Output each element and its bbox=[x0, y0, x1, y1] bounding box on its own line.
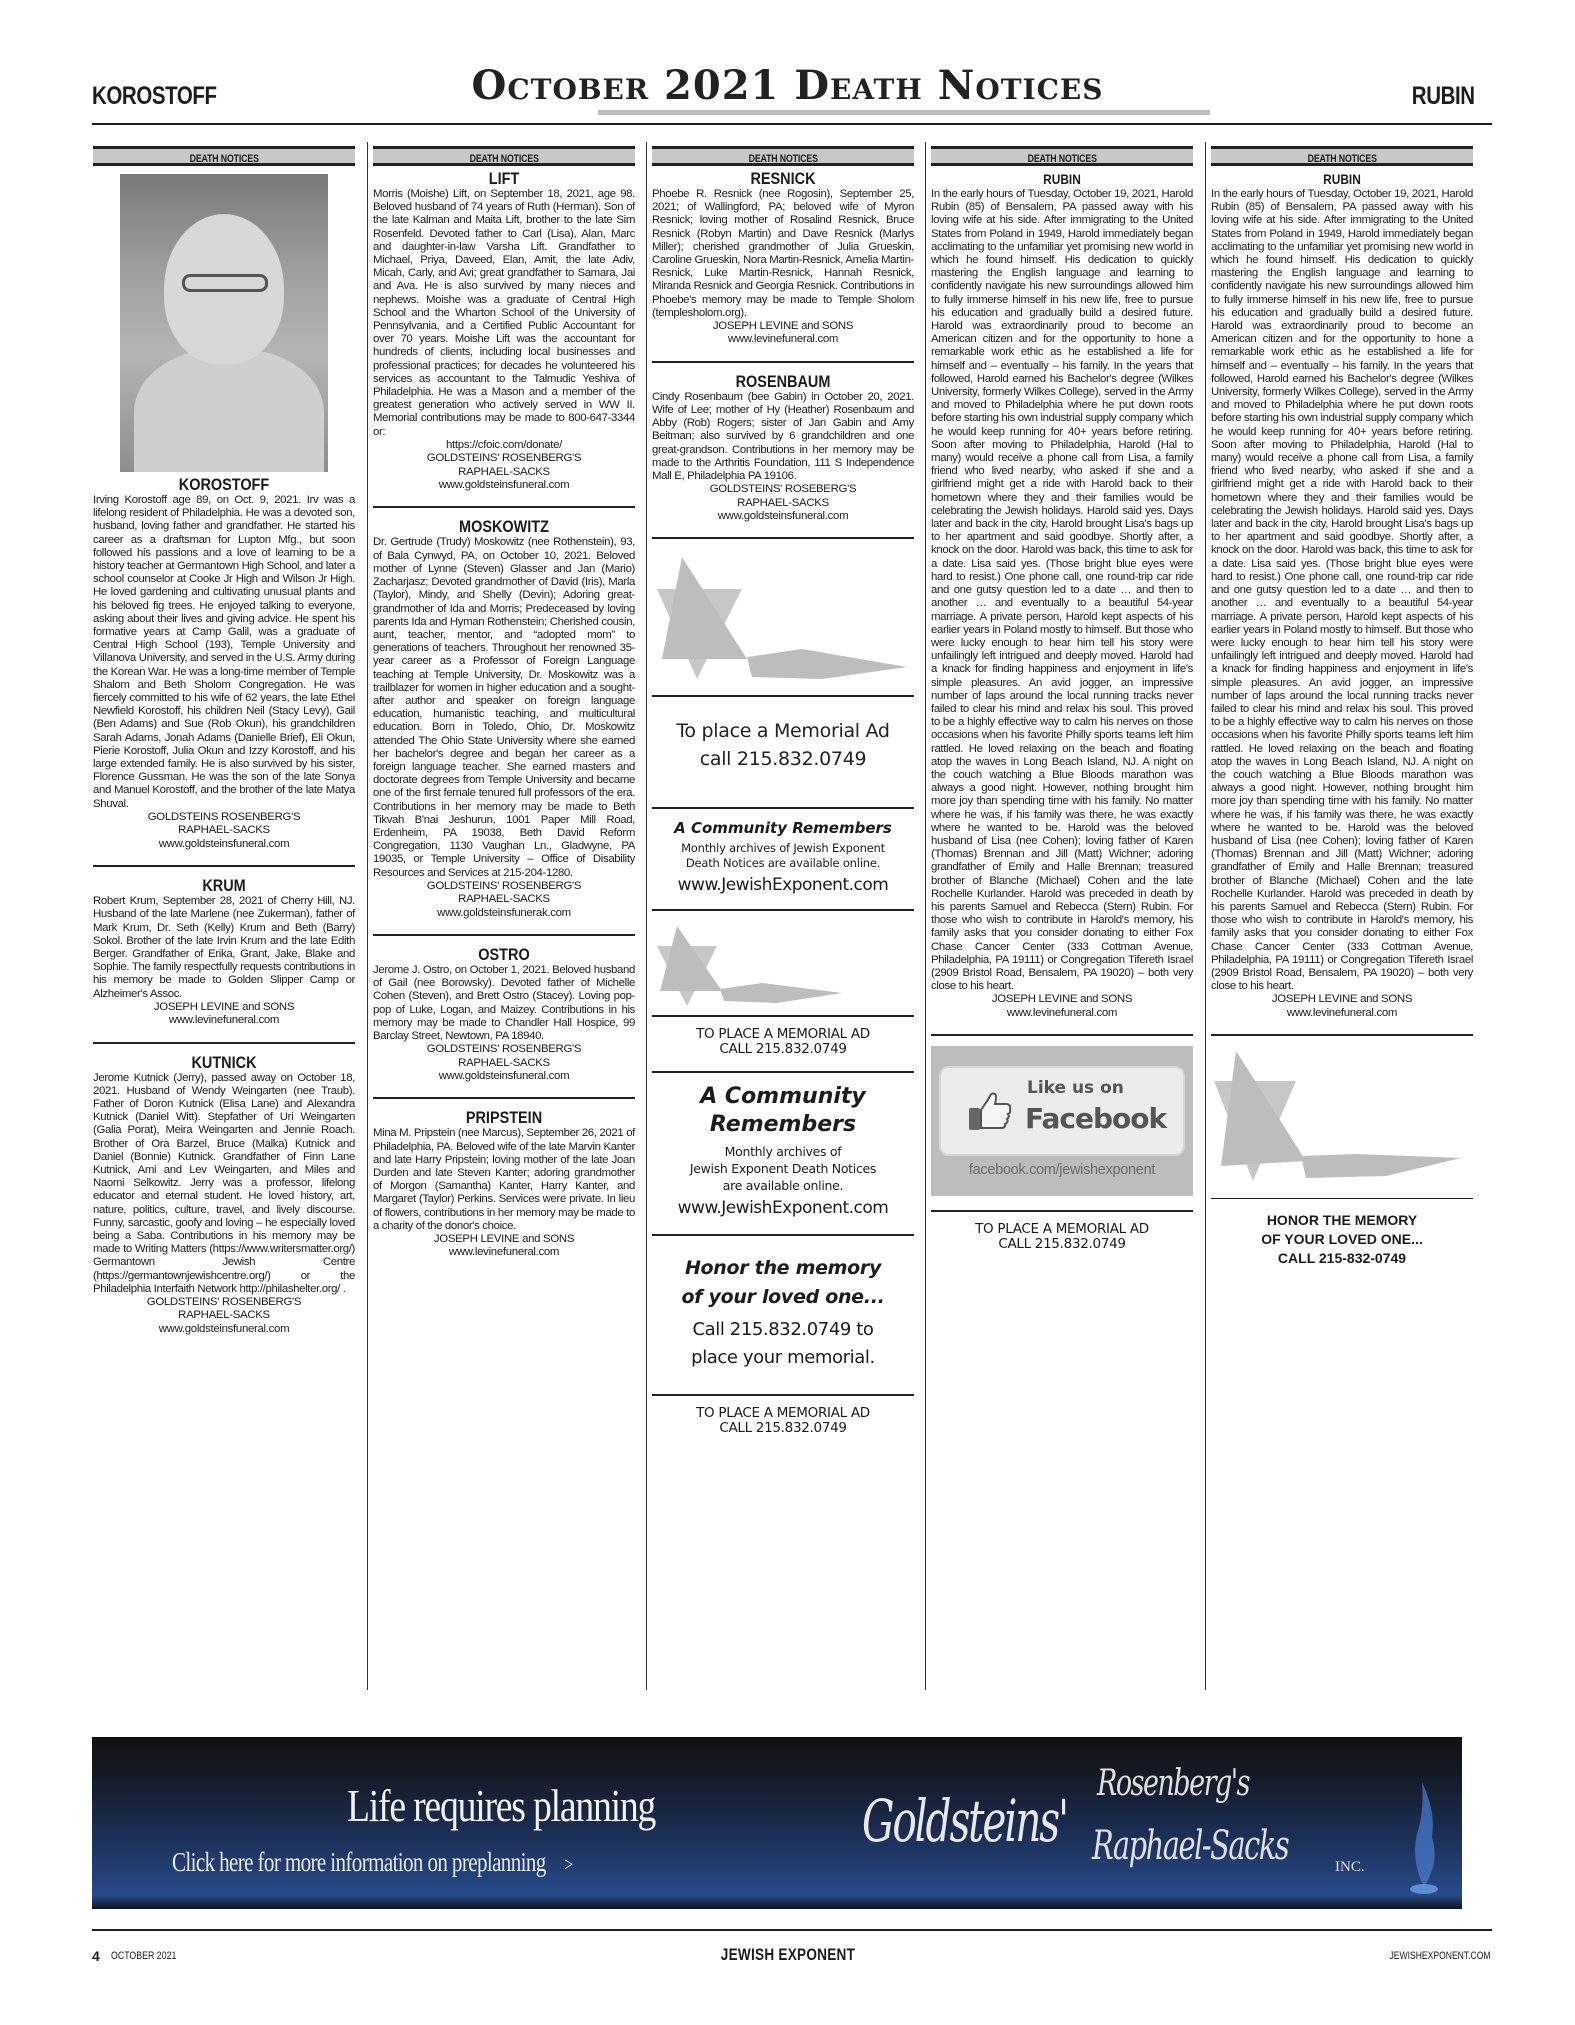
funeral-home: JOSEPH LEVINE and SONS bbox=[433, 1233, 575, 1246]
star-of-david-icon bbox=[1211, 1046, 1473, 1196]
notice-name: RUBIN bbox=[1043, 171, 1081, 187]
notice-resnick bbox=[652, 170, 914, 347]
honor-memory-caps-ad bbox=[1211, 1211, 1473, 1268]
notice-ostro bbox=[373, 946, 635, 1083]
honor-text: place your memorial. bbox=[691, 1347, 875, 1369]
notice-pripstein bbox=[373, 1109, 635, 1259]
notice-korostoff bbox=[93, 476, 355, 851]
separator bbox=[931, 1034, 1193, 1036]
memorial-ad-line: To place a Memorial Ad bbox=[676, 720, 890, 743]
honor-title: of your loved one... bbox=[681, 1286, 885, 1309]
community-big-text: Monthly archives of bbox=[724, 1144, 842, 1160]
notice-rubin-repeat bbox=[1211, 170, 1473, 1020]
notice-name: RUBIN bbox=[1323, 171, 1361, 187]
notice-body: Mina M. Pripstein (nee Marcus), September 26, 2021 of Philadelphia, PA. Beloved wife of the late Marvin Kanter and late Harry Pripstein; loving mother of the late Joan Durden and late Steven Kanter; adoring grandmother of Morgon (Samantha) Kanter, Harry Kanter, and Margaret (Taylor) Perkins. Services were private. In lieu of flowers, contributions in her memory may be made to a charity of the donor's choice. bbox=[373, 1127, 635, 1232]
community-remembers-ad bbox=[652, 819, 914, 895]
caps-ad-phone: CALL 215.832.0749 bbox=[998, 1236, 1126, 1253]
honor-memory-ad bbox=[652, 1254, 914, 1372]
separator bbox=[373, 1097, 635, 1099]
thumbs-up-icon bbox=[967, 1088, 1013, 1134]
funeral-home: JOSEPH LEVINE and SONS bbox=[712, 320, 854, 333]
section-header-label: DEATH NOTICES bbox=[1307, 153, 1377, 165]
flame-icon bbox=[1404, 1777, 1444, 1897]
notice-body: In the early hours of Tuesday, October 19, 2021, Harold Rubin (85) of Bensalem, PA passed away with his loving wife at his side. After immigrating to the United States from Poland in 1949, Harold immediately began acclimating to the unfamiliar yet promising new world in which he found himself. His dedication to quickly mastering the English language and learning to confidently navigate his new surroundings allowed him to fully immerse himself in his new life, free to pursue his education and gradually build a desired future. Harold was extraordinarily proud to become an American citizen and for the opportunity to hone a remarkable work ethic as he established a life for himself and – eventually – his family. In the years that followed, Harold earned his Bachelor's degree (Wilkes University, formerly Wilkes College), served in the Army and moved to Philadelphia where he put down roots before starting his own industrial supply company which he would keep running for 40+ years before retiring. Soon after moving to Philadelphia, Harold (Hal to many) would receive a phone call from Lisa, a family friend who lived nearby, who asked if she and a girlfriend might get a ride with Harold back to their hometown where they and their families would be celebrating the Jewish holidays. Harold said yes. Days later and back in the city, Harold brought Lisa's bags up to her apartment and said goodbye. Shortly after, a knock on the door. Harold was back, this time to ask for a date. Lisa said yes. (Those bright blue eyes were hard to resist.) One phone call, one round-trip car ride and one gutsy question led to a date … and then to another … and eventually to a beautiful 54-year marriage. A private person, Harold kept aspects of his earlier years in Poland mostly to himself. But those who were lucky enough to hear him tell his story were unfailingly left intrigued and deeply moved. Harold had a knack for finding happiness and enjoyment in life's simple pleasures. An avid jogger, an impressive number of laps around the local running tracks never failed to clear his mind and relax his soul. This proved to be a highly effective way to calm his nerves on those occasions when his favorite Philly sports teams left him rattled. He loved relaxing on the beach and floating atop the waves in Long Beach Island, NJ. A night on the couch watching a Blue Bloods marathon was always a good night. However, nothing brought him more joy than spending time with his family. No matter where he was, if his family was there, he was exactly where he wanted to be. Harold was the beloved husband of Lisa (nee Cohen); loving father of Karen (Thomas) Brennan and Jill (Matt) Wichner; adoring grandfather of Emily and Halle Brennan; treasured brother of Blanche (Michael) Cohen and the late Rochelle Kurlander. Harold was preceded in death by his parents Samuel and Rebecca (Stern) Rubin. For those who wish to contribute in Harold's memory, his family asks that you consider donating to either Fox Chase Cancer Center (333 Cottman Avenue, Philadelphia, PA 19111) or Congregation Tifereth Israel (2909 Bristol Road, Bensalem, PA 19020) – both very close to his heart. bbox=[931, 188, 1193, 993]
separator bbox=[652, 909, 914, 911]
section-header-label: DEATH NOTICES bbox=[1027, 153, 1097, 165]
honor-title: Honor the memory bbox=[684, 1257, 882, 1280]
banner-title: Life requires planning bbox=[347, 1780, 656, 1831]
facebook-ad[interactable] bbox=[931, 1046, 1193, 1196]
banner-logo-raphael: Raphael-Sacks bbox=[1092, 1823, 1289, 1869]
column-4 bbox=[931, 142, 1193, 1690]
funeral-home: GOLDSTEINS ROSENBERG'S bbox=[147, 810, 301, 823]
footer-rule bbox=[92, 1929, 1492, 1931]
notice-body: Dr. Gertrude (Trudy) Moskowitz (nee Rothenstein), 93, of Bala Cynwyd, PA, on October 10, 2021. Beloved mother of Lynne (Steven) Glasser and Jan (Mario) Zacharjasz; Devoted grandmother of David (Iris), Marla (Taylor), Mindy, and Shelly (Devin); Adoring great-grandmother of Ida and Morris; Predeceased by loving parents Ida and Hyman Rothenstein; Cherished cousin, aunt, teacher, mentor, and “adopted mom” to generations of teachers. Throughout her renowned 35-year career as a Professor of Foreign Language teaching at Temple University, Dr. Moskowitz was a trailblazer for women in higher education and a sought-after author and speaker on foreign language education, humanistic teaching, and multicultural education. Born in Toledo, Ohio, Dr. Moskowitz attended The Ohio State University where she earned her bachelor's degree and began her career as a foreign language teacher. She earned masters and doctorate degrees from Temple University and became one of the first female tenured full professors of the era. Contributions in her memory may be made to Beth Tikvah B'nai Jeshurun, 1001 Paper Mill Road, Erdenheim, PA 19038, Beth David Reform Congregation, 1130 Vaughan Ln., Gladwyne, PA 19035, or Temple University – Office of Disability Resources and Services at 215-204-1280. bbox=[373, 536, 635, 879]
honor-caps-line: HONOR THE MEMORY bbox=[1266, 1212, 1418, 1229]
funeral-home-link[interactable]: www.goldsteinsfuneral.com bbox=[438, 1070, 570, 1083]
separator bbox=[652, 695, 914, 697]
section-header bbox=[931, 146, 1193, 166]
funeral-home-link[interactable]: www.goldsteinsfuneral.com bbox=[438, 479, 570, 492]
funeral-home-link[interactable]: www.goldsteinsfuneral.com bbox=[158, 1322, 290, 1335]
star-of-david-icon bbox=[652, 549, 914, 689]
notice-name: RESNICK bbox=[750, 169, 816, 188]
community-url-link[interactable]: www.JewishExponent.com bbox=[677, 875, 889, 896]
section-header bbox=[373, 146, 635, 166]
caps-memorial-ad bbox=[652, 1027, 914, 1057]
honor-text: Call 215.832.0749 to bbox=[692, 1319, 874, 1341]
facebook-name: Facebook bbox=[1025, 1102, 1167, 1136]
facebook-like-button[interactable] bbox=[939, 1066, 1185, 1156]
funeral-home-link[interactable]: www.goldsteinsfuneral.com bbox=[717, 510, 849, 523]
footer-website-link[interactable]: JEWISHEXPONENT.COM bbox=[1389, 1950, 1491, 1962]
notice-name: LIFT bbox=[488, 169, 520, 188]
funeral-home: RAPHAEL-SACKS bbox=[178, 1309, 270, 1322]
notice-body: Jerome J. Ostro, on October 1, 2021. Beloved husband of Gail (nee Borowsky). Devoted father of Michelle Cohen (Steven), and Brett Ostro (Stacey). Loving pop-pop of Luke, Logan, and Maizey. Contributions in his memory may be made to Chandler Hall Hospice, 99 Barclay Street, Newtown, PA 18940. bbox=[373, 963, 635, 1042]
funeral-home: RAPHAEL-SACKS bbox=[458, 893, 550, 906]
separator bbox=[93, 865, 355, 867]
chevron-right-icon: > bbox=[564, 1854, 573, 1876]
separator bbox=[93, 1042, 355, 1044]
honor-caps-line: OF YOUR LOVED ONE... bbox=[1261, 1231, 1423, 1248]
facebook-like-text: Like us on bbox=[1027, 1078, 1124, 1099]
caps-ad-phone: CALL 215.832.0749 bbox=[719, 1041, 847, 1058]
page-number: 4 bbox=[92, 1948, 100, 1964]
memorial-ad bbox=[652, 717, 914, 773]
community-text: Monthly archives of Jewish Exponent bbox=[681, 841, 885, 856]
notice-body: Jerome Kutnick (Jerry), passed away on October 18, 2021. Husband of Wendy Weingarten (nee Traub). Father of Doron Kutnick (Elisa Lane) and Alexandra Kutnick (Daniel Witt). Stepfather of Uri Weingarten (Galia Porat), Meira Weingarten and Jennie Roach. Brother of Ora Barzel, Bruce (Malka) Kutnick and Daniel (Bonnie) Kutnick. Grandfather of Finn Lane Kutnick, Ami and Lev Weingarten, and Miles and Naomi Selkowitz. Jerry was a professor, lifelong educator and eternal student. He loved history, art, nature, politics, culture, travel, and lively discourse. Funny, sarcastic, goofy and loving – he especially loved being a Saba. Contributions in his memory may be made to Writing Matters (https://www.writersmatter.org/) Germantown Jewish Centre (https://germantownjewishcentre.org/) or the Philadelphia Interfaith Network http://philashelter.org/ . bbox=[93, 1071, 355, 1295]
notice-krum bbox=[93, 877, 355, 1027]
separator bbox=[652, 1015, 914, 1017]
column-3 bbox=[652, 142, 914, 1690]
column-2 bbox=[373, 142, 635, 1690]
funeral-home: GOLDSTEINS' ROSENBERG'S bbox=[426, 452, 582, 465]
banner-subtitle: Click here for more information on preplanning bbox=[172, 1847, 546, 1877]
star-of-david-graphic bbox=[1211, 1046, 1473, 1196]
preplanning-banner-ad[interactable] bbox=[92, 1737, 1462, 1909]
section-header bbox=[1211, 146, 1473, 166]
star-of-david-graphic bbox=[652, 921, 914, 1011]
publication-name bbox=[0, 1945, 1575, 1965]
separator bbox=[652, 1071, 914, 1073]
funeral-home-link[interactable]: www.goldsteinsfunerak.com bbox=[437, 906, 571, 919]
column-divider bbox=[646, 142, 647, 1690]
separator bbox=[652, 537, 914, 539]
banner-logo-inc: INC. bbox=[1335, 1859, 1365, 1875]
honor-caps-phone: CALL 215-832-0749 bbox=[1277, 1250, 1407, 1267]
star-of-david-graphic bbox=[652, 549, 914, 689]
caps-ad-line: TO PLACE A MEMORIAL AD bbox=[696, 1026, 870, 1043]
notice-kutnick bbox=[93, 1054, 355, 1337]
funeral-home-link[interactable]: www.levinefuneral.com bbox=[448, 1246, 560, 1259]
separator bbox=[931, 1210, 1193, 1212]
funeral-home: RAPHAEL-SACKS bbox=[458, 1056, 550, 1069]
facebook-url-link[interactable]: facebook.com/jewishexponent bbox=[968, 1162, 1156, 1179]
notice-body: Cindy Rosenbaum (bee Gabin) in October 20, 2021. Wife of Lee; mother of Hy (Heather) Rosenbaum and Abby (Rob) Rogers; sister of Jan Gabin and Amy Beitman; also survived by 6 grandchildren and one great-grandson. Contributions in her memory may be made to the Arthritis Foundation, 111 S Independence Mall E, Philadelphia PA 19106. bbox=[652, 390, 914, 483]
funeral-home: GOLDSTEINS' ROSENBERG'S bbox=[426, 879, 582, 892]
caps-memorial-ad bbox=[652, 1406, 914, 1436]
notice-moskowitz bbox=[373, 518, 635, 920]
funeral-home: RAPHAEL-SACKS bbox=[737, 496, 829, 509]
funeral-home: JOSEPH LEVINE and SONS bbox=[153, 1000, 295, 1013]
footer-date: OCTOBER 2021 bbox=[111, 1950, 177, 1962]
funeral-home: JOSEPH LEVINE and SONS bbox=[1271, 993, 1413, 1006]
funeral-home-link[interactable]: www.levinefuneral.com bbox=[168, 1014, 280, 1027]
section-header-label: DEATH NOTICES bbox=[748, 153, 818, 165]
banner-logo-rosenbergs: Rosenberg's bbox=[1097, 1763, 1250, 1804]
separator bbox=[373, 934, 635, 936]
community-remembers-big-ad bbox=[652, 1083, 914, 1218]
community-text: Death Notices are available online. bbox=[685, 856, 881, 871]
notice-name: OSTRO bbox=[478, 944, 530, 964]
section-header bbox=[93, 146, 355, 166]
notice-body: Phoebe R. Resnick (nee Rogosin), September 25, 2021; of Wallingford, PA; beloved wife of Myron Resnick; loving mother of Rosalind Resnick, Bruce Resnick (Robyn Martin) and Dave Resnick (Marlys Miller); cherished grandmother of Julia Grueskin, Caroline Grueskin, Nora Martin-Resnick, Amelia Martin-Resnick, Luke Martin-Resnick, Hannah Resnick, Miranda Resnick and Georgia Resnick. Contributions in Phoebe's memory may be made to Temple Sholom (templesholom.org). bbox=[652, 188, 914, 319]
separator bbox=[1211, 1034, 1473, 1036]
section-header-label: DEATH NOTICES bbox=[189, 153, 259, 165]
community-big-text: are available online. bbox=[722, 1178, 844, 1194]
notice-rosenbaum bbox=[652, 373, 914, 524]
separator bbox=[373, 506, 635, 508]
funeral-home: JOSEPH LEVINE and SONS bbox=[991, 993, 1133, 1006]
separator bbox=[652, 1234, 914, 1236]
community-big-title: Remembers bbox=[709, 1112, 857, 1138]
community-big-title: A Community bbox=[700, 1084, 866, 1110]
funeral-home: GOLDSTEINS' ROSENBERG'S bbox=[146, 1295, 302, 1308]
column-divider bbox=[925, 142, 926, 1690]
notice-body: In the early hours of Tuesday, October 19, 2021, Harold Rubin (85) of Bensalem, PA passed away with his loving wife at his side. After immigrating to the United States from Poland in 1949, Harold immediately began acclimating to the unfamiliar yet promising new world in which he found himself. His dedication to quickly mastering the English language and learning to confidently navigate his new surroundings allowed him to fully immerse himself in his new life, free to pursue his education and gradually build a desired future. Harold was extraordinarily proud to become an American citizen and for the opportunity to hone a remarkable work ethic as he established a life for himself and – eventually – his family. In the years that followed, Harold earned his Bachelor's degree (Wilkes University, formerly Wilkes College), served in the Army and moved to Philadelphia where he put down roots before starting his own industrial supply company which he would keep running for 40+ years before retiring. Soon after moving to Philadelphia, Harold (Hal to many) would receive a phone call from Lisa, a family friend who lived nearby, who asked if she and a girlfriend might get a ride with Harold back to their hometown where they and their families would be celebrating the Jewish holidays. Harold said yes. Days later and back in the city, Harold brought Lisa's bags up to her apartment and said goodbye. Shortly after, a knock on the door. Harold was back, this time to ask for a date. Lisa said yes. (Those bright blue eyes were hard to resist.) One phone call, one round-trip car ride and one gutsy question led to a date … and then to another … and eventually to a beautiful 54-year marriage. A private person, Harold kept aspects of his earlier years in Poland mostly to himself. But those who were lucky enough to hear him tell his story were unfailingly left intrigued and deeply moved. Harold had a knack for finding happiness and enjoyment in life's simple pleasures. An avid jogger, an impressive number of laps around the local running tracks never failed to clear his mind and relax his soul. This proved to be a highly effective way to calm his nerves on those occasions when his favorite Philly sports teams left him rattled. He loved relaxing on the beach and floating atop the waves in Long Beach Island, NJ. A night on the couch watching a Blue Bloods marathon was always a good night. However, nothing brought him more joy than spending time with his family. No matter where he was, if his family was there, he was exactly where he wanted to be. Harold was the beloved husband of Lisa (nee Cohen); loving father of Karen (Thomas) Brennan and Jill (Matt) Wichner; adoring grandfather of Emily and Halle Brennan; treasured brother of Blanche (Michael) Cohen and the late Rochelle Kurlander. Harold was preceded in death by his parents Samuel and Rebecca (Stern) Rubin. For those who wish to contribute in Harold's memory, his family asks that you consider donating to either Fox Chase Cancer Center (333 Cottman Avenue, Philadelphia, PA 19111) or Congregation Tifereth Israel (2909 Bristol Road, Bensalem, PA 19020) – both very close to his heart. bbox=[1211, 188, 1473, 993]
caps-ad-line: TO PLACE A MEMORIAL AD bbox=[975, 1221, 1149, 1238]
community-big-text: Jewish Exponent Death Notices bbox=[689, 1161, 877, 1177]
separator bbox=[1211, 1198, 1473, 1199]
funeral-home-link[interactable]: www.goldsteinsfuneral.com bbox=[158, 837, 290, 850]
caps-memorial-ad bbox=[931, 1222, 1193, 1252]
column-5 bbox=[1211, 142, 1473, 1690]
donate-link[interactable]: https://cfoic.com/donate/ bbox=[446, 438, 562, 451]
notice-name: MOSKOWITZ bbox=[459, 517, 549, 537]
notice-name: KUTNICK bbox=[191, 1052, 257, 1072]
title-underline bbox=[598, 110, 1210, 115]
funeral-home: GOLDSTEINS' ROSENBERG'S bbox=[426, 1043, 582, 1056]
column-divider bbox=[367, 142, 368, 1690]
separator bbox=[652, 1394, 914, 1396]
notice-name: KRUM bbox=[202, 876, 246, 896]
funeral-home: RAPHAEL-SACKS bbox=[458, 465, 550, 478]
column-divider bbox=[1205, 142, 1206, 1690]
separator bbox=[652, 361, 914, 363]
funeral-home: GOLDSTEINS' ROSEBERG'S bbox=[709, 483, 857, 496]
notice-body: Irving Korostoff age 89, on Oct. 9, 2021. Irv was a lifelong resident of Philadelphia. He was a devoted son, husband, loving father and grandfather. He started his career as a draftsman for Lupton Mfg., but soon followed his passions and a love of learning to be a history teacher at Germantown High School, and later a school counselor at Cooke Jr High and Wilson Jr High. He loved gardening and cultivating unusual plants and his beloved fig trees. He enjoyed talking to everyone, asking about their lives and giving advice. He spent his formative years at Camp Galil, was a graduate of Central High School (193), Temple University and Villanova University, and served in the U.S. Army during the Korean War. He was a long-time member of Temple Shalom and Beth Sholom Congregation. He was fiercely committed to his wife of 62 years, the late Ethel Newfield Korostoff, his children Neil (Stacy Levy), Gail (Ben Adams) and Sue (Rob Okun), his grandchildren Sarah Adams, Jonah Adams (Danielle Brief), Eli Okun, Pierie Korostoff, Julia Okun and Izzy Korostoff, and his large extended family. He is also survived by his sister, Florence Gussman. He was the son of the late Sonya and Manuel Korostoff, and the brother of the late Matya Shuval. bbox=[93, 494, 355, 810]
separator bbox=[652, 807, 914, 809]
funeral-home: RAPHAEL-SACKS bbox=[178, 824, 270, 837]
banner-preplanning-link[interactable] bbox=[172, 1847, 573, 1878]
header-left-name: KOROSTOFF bbox=[92, 82, 217, 110]
notice-rubin bbox=[931, 170, 1193, 1020]
community-title: A Community Remembers bbox=[674, 819, 892, 838]
page-title: October 2021 Death Notices bbox=[471, 62, 1104, 109]
notice-name: PRIPSTEIN bbox=[465, 1108, 543, 1128]
funeral-home-link[interactable]: www.levinefuneral.com bbox=[727, 333, 839, 346]
notice-body: Robert Krum, September 28, 2021 of Cherry Hill, NJ. Husband of the late Marlene (nee Zukerman), father of Mark Krum, Dr. Seth (Kelly) Krum and Beth (Barry) Sokol. Brother of the late Irvin Krum and the late Edith Berger. Grandfather of Erika, Grant, Jake, Blake and Sophie. The family respectfully requests contributions in his memory be made to Golden Slipper Camp or Alzheimer's Assoc. bbox=[93, 895, 355, 1000]
section-header bbox=[652, 146, 914, 166]
notice-name: ROSENBAUM bbox=[735, 371, 831, 391]
header-rule bbox=[92, 123, 1492, 125]
funeral-home-link[interactable]: www.levinefuneral.com bbox=[1286, 1006, 1398, 1019]
korostoff-photo bbox=[120, 174, 328, 472]
funeral-home-link[interactable]: www.levinefuneral.com bbox=[1006, 1006, 1118, 1019]
notice-lift bbox=[373, 170, 635, 492]
header-right-name: RUBIN bbox=[1412, 82, 1475, 110]
banner-logo-goldsteins: Goldsteins' bbox=[862, 1787, 1068, 1855]
star-of-david-icon bbox=[652, 921, 914, 1011]
publication-name-text: JEWISH EXPONENT bbox=[720, 1945, 855, 1964]
notice-body: Morris (Moishe) Lift, on September 18, 2021, age 98. Beloved husband of 74 years of Ruth (Herman). Son of the late Kalman and Maita Lift, brother to the late Sim Rosenfeld. Devoted father to Carl (Lisa), Alan, Marc and daughter-in-law Varsha Lift. Grandfather to Michael, Priya, Daveed, Elan, Amit, the late Adiv, Micah, Carly, and Avi; great grandfather to Samara, Jai and Ava. He is also survived by many nieces and nephews. Moishe was a graduate of Central High School and the Wharton School of the University of Pennsylvania, and a Certified Public Accountant for over 70 years. Moishe Lift was the accountant for hundreds of clients, including local businesses and professional practices; for decades he volunteered his services as accountant to the Talmudic Yeshiva of Philadelphia. He was a Mason and a member of the greatest generation who actively served in WW II. Memorial contributions may be made to 800-647-3344 or: bbox=[373, 188, 635, 438]
caps-ad-line: TO PLACE A MEMORIAL AD bbox=[696, 1405, 870, 1422]
caps-ad-phone: CALL 215.832.0749 bbox=[719, 1420, 847, 1437]
notice-name: KOROSTOFF bbox=[178, 475, 270, 494]
community-url-link[interactable]: www.JewishExponent.com bbox=[677, 1198, 889, 1219]
memorial-ad-phone: call 215.832.0749 bbox=[699, 748, 867, 771]
column-1 bbox=[93, 142, 355, 1690]
section-header-label: DEATH NOTICES bbox=[469, 153, 539, 165]
